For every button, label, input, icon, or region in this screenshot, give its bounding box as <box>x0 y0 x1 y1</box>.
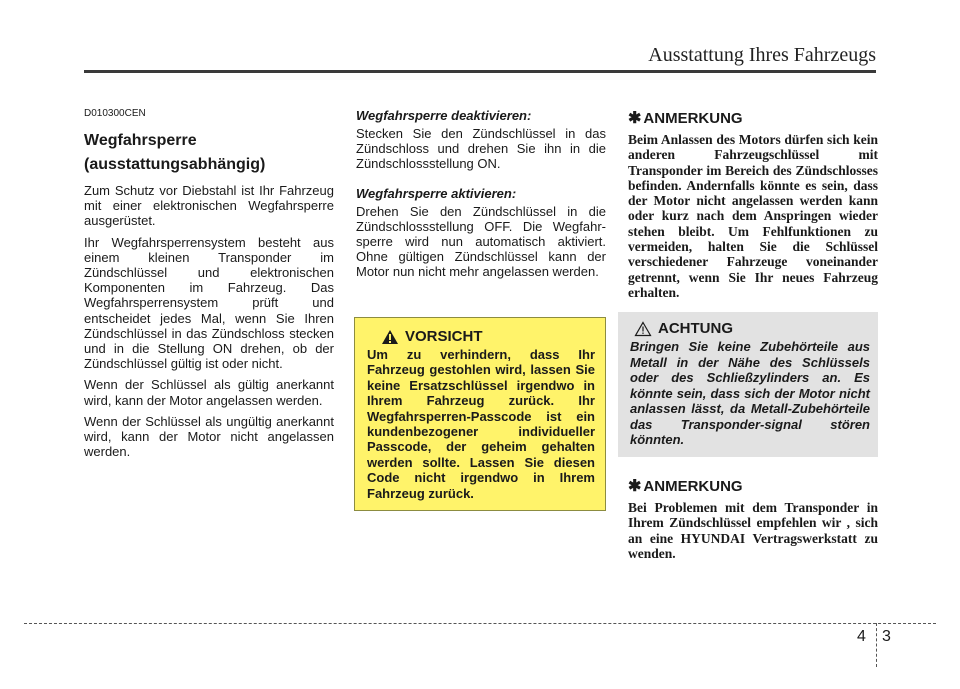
warning-header <box>634 320 870 337</box>
paragraph: Zum Schutz vor Diebstahl ist Ihr Fahrzeug mit einer elektronischen Wegfahrsperre ausgerüstet. <box>84 183 334 229</box>
note-header <box>628 108 878 128</box>
section-heading-line2: (ausstattungsabhängig) <box>84 156 266 173</box>
caution-title: VORSICHT <box>405 328 483 345</box>
star-icon: ✱ <box>628 110 642 127</box>
page-number-divider <box>876 623 877 667</box>
page-number: 3 <box>882 628 891 645</box>
star-icon: ✱ <box>628 478 642 495</box>
caution-box <box>354 317 606 511</box>
deactivate-title: Wegfahrsperre deaktivieren: <box>356 108 532 123</box>
column-left <box>84 108 334 465</box>
note-header <box>628 476 878 496</box>
warning-box <box>618 312 878 457</box>
warning-triangle-outline-icon <box>634 321 652 337</box>
paragraph: Wenn der Schlüssel als gültig anerkannt wird, kann der Motor angelassen werden. <box>84 377 334 408</box>
chapter-number: 4 <box>857 628 866 645</box>
footer-rule <box>24 623 936 624</box>
warning-text: Bringen Sie keine Zubehörteile aus Metall in der Nähe des Schlüssels oder des Schließzylinders an. Es könnte sein, dass sich der Motor nicht anlassen lässt, da Metall-Zubehörteile das Transponder-signal stören könnten. <box>630 339 870 447</box>
warning-title: ACHTUNG <box>658 320 733 337</box>
section-heading-line1: Wegfahrsperre <box>84 132 197 149</box>
column-right <box>628 108 878 300</box>
note-text: Beim Anlassen des Motors dürfen sich kein anderen Fahrzeugschlüssel mit Transponder im Bereich des Zündschlosses befinden. Andernfalls könnte es sein, dass der Motor nicht angelassen werden kann oder kurz nach dem Anspringen wieder stehen bleibt. Um Fehlfunktionen zu vermeiden, halten Sie die Schlüssel verschiedener Fahrzeuge voneinander getrennt, wenn Sie Ihr neues Fahrzeug erhalten. <box>628 132 878 300</box>
note-title: ANMERKUNG <box>643 109 743 127</box>
note-title: ANMERKUNG <box>643 477 743 495</box>
caution-text: Um zu verhindern, dass Ihr Fahrzeug gestohlen wird, lassen Sie keine Ersatzschlüssel irgendwo in Ihrem Fahrzeug zurück. Ihr Wegfahrsperren-Passcode ist ein kundenbezogener individueller Passcode, der geheim gehalten werden sollte. Lassen Sie diesen Code nicht irgendwo in Ihrem Fahrzeug zurück. <box>367 347 595 501</box>
caution-header <box>381 328 595 345</box>
paragraph: Wenn der Schlüssel als ungültig anerkannt wird, kann der Motor nicht angelassen werden. <box>84 413 334 460</box>
header-rule <box>84 70 876 73</box>
note-second <box>628 476 878 561</box>
warning-triangle-icon <box>381 329 399 345</box>
deactivate-text: Stecken Sie den Zündschlüssel in das Zündschloss und drehen Sie ihn in die Zündschlossstellung ON. <box>356 126 606 172</box>
section-heading <box>84 129 334 177</box>
page-header-title: Ausstattung Ihres Fahrzeugs <box>648 44 876 66</box>
paragraph: Ihr Wegfahrsperrensystem besteht aus einem kleinen Transponder im Zündschlüssel und elektronischen Komponenten im Fahrzeug. Das Wegfahrsperrensystem prüft und entscheidet jedes Mal, wenn Sie Ihren Zündschlüssel in das Zündschloss stecken und in die Stellung ON drehen, ob der Zündschlüssel gültig ist oder nicht. <box>84 234 334 372</box>
column-middle <box>356 108 606 286</box>
note-text: Bei Problemen mit dem Transponder in Ihrem Zündschlüssel empfehlen wir , sich an eine HYUNDAI Vertragswerkstatt zu wenden. <box>628 500 878 561</box>
section-code: D010300CEN <box>84 108 146 119</box>
activate-title: Wegfahrsperre aktivieren: <box>356 185 517 201</box>
activate-text: Drehen Sie den Zündschlüssel in die Zündschlossstellung OFF. Die Wegfahr-sperre wird nun automatisch aktiviert. Ohne gültigen Zündschlüssel kann der Motor nun nicht mehr angelassen werden. <box>356 203 606 280</box>
